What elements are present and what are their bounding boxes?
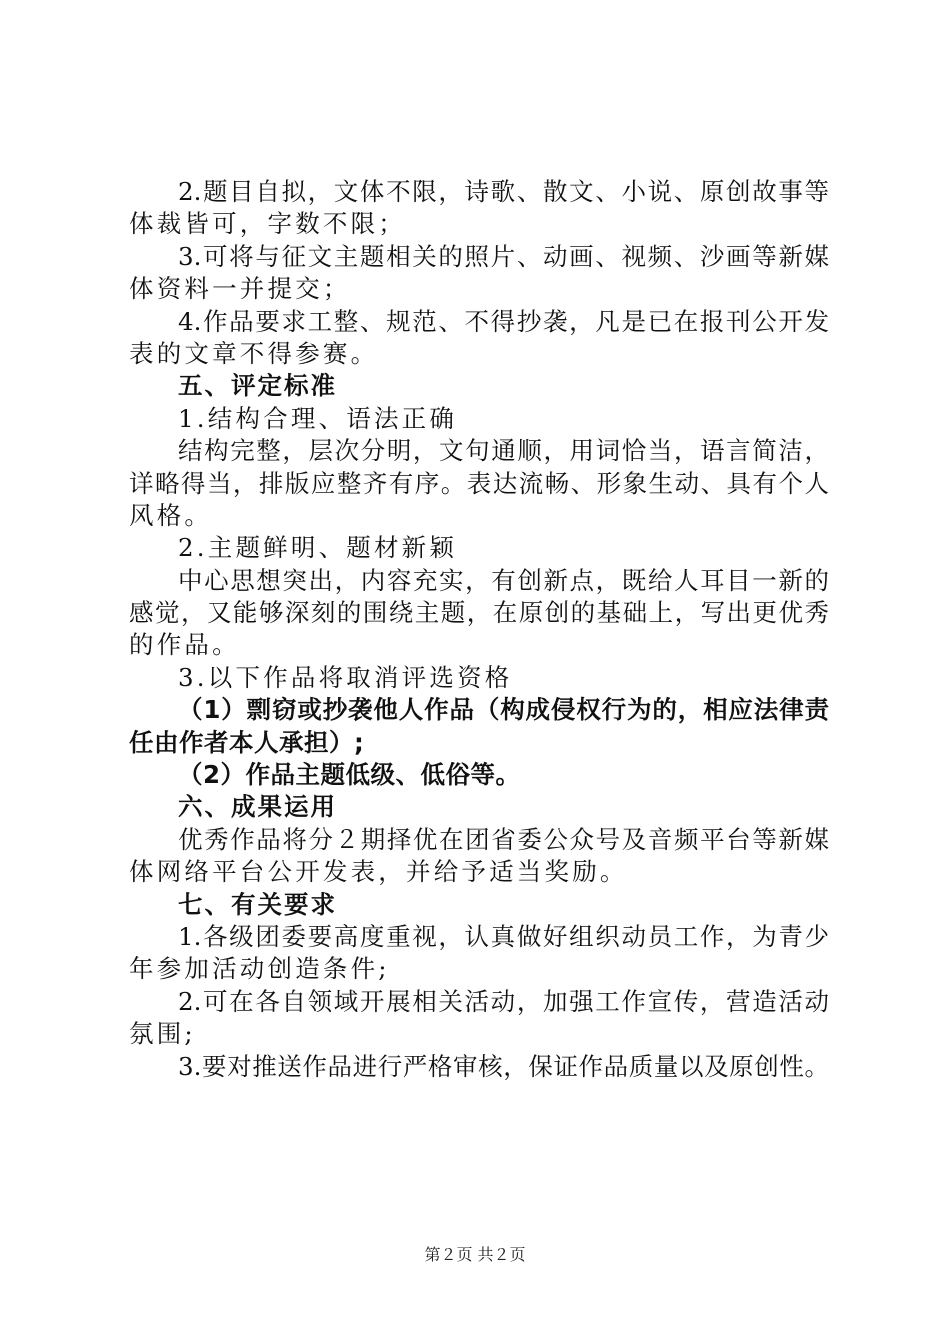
text-line: 氛围; xyxy=(129,1019,196,1049)
text-line: 结构完整，层次分明，文句通顺，用词恰当，语言简洁， xyxy=(178,436,829,466)
text-line: （1）剽窃或抄袭他人作品（构成侵权行为的，相应法律责 xyxy=(178,695,829,725)
text-line: 体网络平台公开发表，并给予适当奖励。 xyxy=(129,857,628,887)
text-line: 详略得当，排版应整齐有序。表达流畅、形象生动、具有个人 xyxy=(129,468,829,498)
section-heading: 五、评定标准 xyxy=(178,371,337,401)
text-line: 4.作品要求工整、规范、不得抄袭，凡是已在报刊公开发 xyxy=(178,306,829,336)
text-line: 风格。 xyxy=(129,500,213,530)
text-line: 3.可将与征文主题相关的照片、动画、视频、沙画等新媒 xyxy=(178,241,829,271)
text-line: 感觉，又能够深刻的围绕主题，在原创的基础上，写出更优秀 xyxy=(129,598,829,628)
text-line: 中心思想突出，内容充实，有创新点，既给人耳目一新的 xyxy=(178,565,829,595)
text-line: 年参加活动创造条件; xyxy=(129,954,390,984)
text-line: 2.可在各自领域开展相关活动，加强工作宣传，营造活动 xyxy=(178,986,829,1016)
section-heading: 七、有关要求 xyxy=(178,889,337,919)
text-line: 3.要对推送作品进行严格审核，保证作品质量以及原创性。 xyxy=(178,1051,829,1081)
text-line: 1.各级团委要高度重视，认真做好组织动员工作，为青少 xyxy=(178,921,829,951)
text-line: 2.题目自拟，文体不限，诗歌、散文、小说、原创故事等 xyxy=(178,177,829,206)
text-line: 表的文章不得参赛。 xyxy=(129,338,379,368)
section-heading: 六、成果运用 xyxy=(178,792,337,822)
text-line: 的作品。 xyxy=(129,630,240,660)
page-footer: 第２页 共２页 xyxy=(424,1245,526,1264)
text-line: 2.主题鲜明、题材新颖 xyxy=(178,533,458,563)
text-line: 1.结构合理、语法正确 xyxy=(178,403,458,433)
text-line: 体裁皆可，字数不限； xyxy=(129,209,406,239)
text-line: 优秀作品将分２期择优在团省委公众号及音频平台等新媒 xyxy=(178,824,829,854)
text-line: 体资料一并提交； xyxy=(129,274,351,304)
text-line: 任由作者本人承担）; xyxy=(129,727,365,757)
document-body xyxy=(129,176,829,1083)
text-line: 3.以下作品将取消评选资格 xyxy=(178,662,513,692)
text-line: （2）作品主题低级、低俗等。 xyxy=(178,760,521,790)
